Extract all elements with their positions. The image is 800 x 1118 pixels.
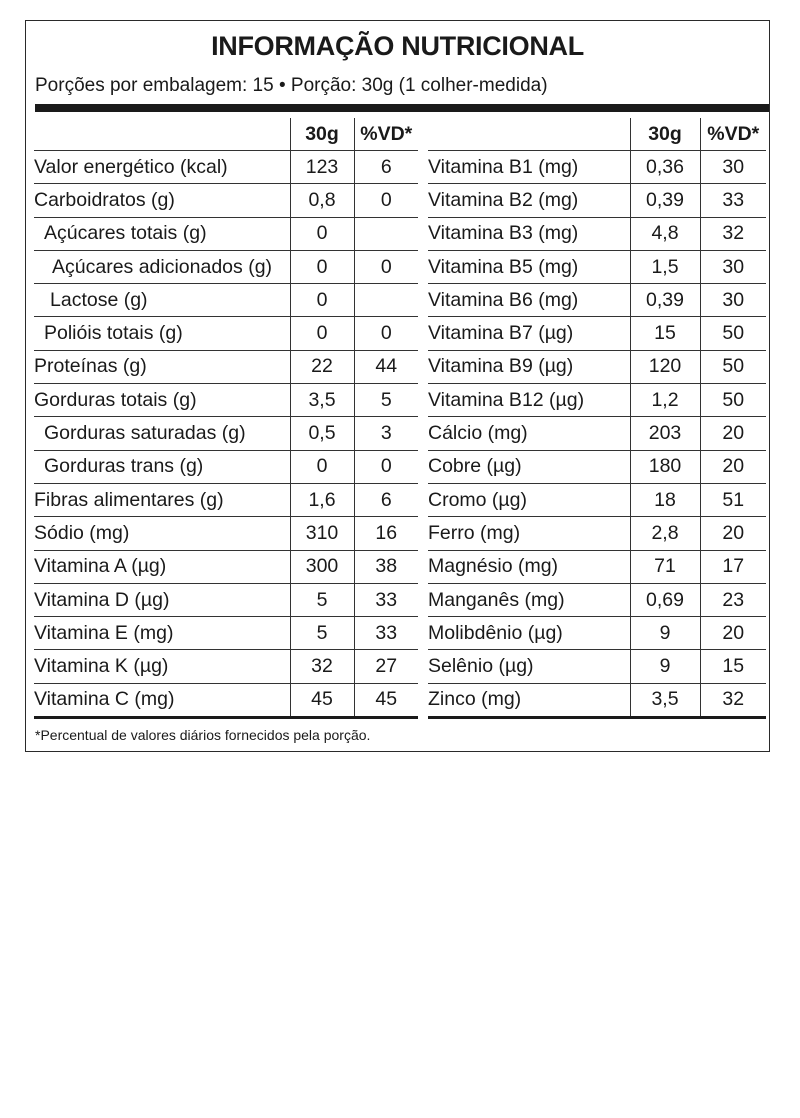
nutrient-label: Lactose (g) [34, 284, 290, 317]
nutrient-dv: 30 [700, 250, 766, 283]
nutrient-label: Vitamina C (mg) [34, 683, 290, 717]
nutrient-amount: 0,39 [630, 284, 700, 317]
nutrient-label: Valor energético (kcal) [34, 151, 290, 184]
nutrient-label: Vitamina B6 (mg) [428, 284, 630, 317]
nutrient-amount: 18 [630, 483, 700, 516]
nutrient-amount: 0 [290, 450, 354, 483]
nutrient-dv: 20 [700, 450, 766, 483]
table-row [34, 450, 418, 483]
table-row [428, 284, 766, 317]
header-divider [35, 104, 769, 112]
nutrient-label: Magnésio (mg) [428, 550, 630, 583]
nutrient-dv: 23 [700, 583, 766, 616]
nutrient-amount: 1,2 [630, 384, 700, 417]
nutrient-amount: 5 [290, 617, 354, 650]
nutrient-dv: 27 [354, 650, 418, 683]
table-row [428, 583, 766, 616]
table-row [34, 483, 418, 516]
nutrient-label: Vitamina B1 (mg) [428, 151, 630, 184]
nutrient-label: Polióis totais (g) [34, 317, 290, 350]
nutrient-dv: 33 [354, 583, 418, 616]
nutrition-table-left [34, 118, 418, 719]
nutrient-amount: 0 [290, 317, 354, 350]
table-row [34, 583, 418, 616]
nutrient-amount: 3,5 [630, 683, 700, 717]
nutrient-amount: 1,6 [290, 483, 354, 516]
nutrient-label: Vitamina K (µg) [34, 650, 290, 683]
nutrient-amount: 0,36 [630, 151, 700, 184]
table-row [34, 384, 418, 417]
nutrient-label: Vitamina B3 (mg) [428, 217, 630, 250]
nutrient-label: Sódio (mg) [34, 517, 290, 550]
nutrient-amount: 203 [630, 417, 700, 450]
table-row [428, 650, 766, 683]
nutrient-dv: 33 [354, 617, 418, 650]
nutrient-dv: 0 [354, 317, 418, 350]
table-row [34, 683, 418, 717]
nutrient-dv: 51 [700, 483, 766, 516]
nutrient-amount: 180 [630, 450, 700, 483]
nutrient-dv: 15 [700, 650, 766, 683]
header-dv: %VD* [700, 118, 766, 151]
table-row [428, 317, 766, 350]
header-portion: 30g [290, 118, 354, 151]
nutrient-dv: 20 [700, 617, 766, 650]
table-row [428, 151, 766, 184]
table-row [428, 417, 766, 450]
nutrition-facts-panel [25, 20, 770, 752]
table-header-row [34, 118, 418, 151]
nutrient-label: Vitamina B5 (mg) [428, 250, 630, 283]
nutrient-label: Gorduras saturadas (g) [34, 417, 290, 450]
nutrient-label: Ferro (mg) [428, 517, 630, 550]
nutrient-dv: 0 [354, 184, 418, 217]
nutrient-label: Açúcares totais (g) [34, 217, 290, 250]
table-row [428, 483, 766, 516]
nutrient-label: Cobre (µg) [428, 450, 630, 483]
header-portion: 30g [630, 118, 700, 151]
table-row [34, 617, 418, 650]
nutrient-dv: 0 [354, 450, 418, 483]
nutrient-amount: 123 [290, 151, 354, 184]
table-row [34, 184, 418, 217]
nutrient-label: Manganês (mg) [428, 583, 630, 616]
nutrient-label: Carboidratos (g) [34, 184, 290, 217]
header-label-cell [34, 118, 290, 151]
table-row [34, 284, 418, 317]
table-row [428, 350, 766, 383]
nutrient-amount: 4,8 [630, 217, 700, 250]
servings-info: Porções por embalagem: 15 • Porção: 30g (1 colher-medida) [35, 75, 548, 96]
nutrient-dv: 50 [700, 317, 766, 350]
nutrient-dv: 17 [700, 550, 766, 583]
nutrient-dv [354, 284, 418, 317]
nutrient-amount: 310 [290, 517, 354, 550]
nutrient-label: Fibras alimentares (g) [34, 483, 290, 516]
nutrient-dv: 30 [700, 284, 766, 317]
nutrient-label: Vitamina B2 (mg) [428, 184, 630, 217]
nutrient-amount: 0 [290, 250, 354, 283]
nutrient-label: Proteínas (g) [34, 350, 290, 383]
nutrient-dv: 20 [700, 417, 766, 450]
nutrient-label: Vitamina D (µg) [34, 583, 290, 616]
nutrient-amount: 0,39 [630, 184, 700, 217]
nutrient-label: Zinco (mg) [428, 683, 630, 717]
nutrient-dv: 20 [700, 517, 766, 550]
nutrient-amount: 0,5 [290, 417, 354, 450]
nutrient-amount: 9 [630, 650, 700, 683]
table-row [34, 250, 418, 283]
table-row [34, 650, 418, 683]
header-label-cell [428, 118, 630, 151]
footnote: *Percentual de valores diários fornecidos pela porção. [35, 727, 371, 743]
nutrient-amount: 9 [630, 617, 700, 650]
nutrient-dv: 44 [354, 350, 418, 383]
table-row [428, 517, 766, 550]
nutrient-label: Gorduras totais (g) [34, 384, 290, 417]
nutrient-amount: 32 [290, 650, 354, 683]
nutrient-label: Vitamina B7 (µg) [428, 317, 630, 350]
nutrient-dv [354, 217, 418, 250]
nutrient-dv: 50 [700, 350, 766, 383]
nutrient-amount: 0,69 [630, 583, 700, 616]
nutrient-label: Vitamina B9 (µg) [428, 350, 630, 383]
nutrient-label: Açúcares adicionados (g) [34, 250, 290, 283]
table-row [34, 317, 418, 350]
nutrient-label: Cálcio (mg) [428, 417, 630, 450]
nutrient-dv: 0 [354, 250, 418, 283]
table-row [34, 517, 418, 550]
table-row [34, 217, 418, 250]
nutrient-label: Cromo (µg) [428, 483, 630, 516]
nutrient-amount: 5 [290, 583, 354, 616]
table-row [428, 217, 766, 250]
table-row [428, 184, 766, 217]
nutrient-dv: 6 [354, 151, 418, 184]
nutrient-amount: 1,5 [630, 250, 700, 283]
nutrient-label: Vitamina B12 (µg) [428, 384, 630, 417]
table-row [428, 450, 766, 483]
nutrient-dv: 3 [354, 417, 418, 450]
nutrient-amount: 0 [290, 217, 354, 250]
nutrient-label: Molibdênio (µg) [428, 617, 630, 650]
nutrient-dv: 38 [354, 550, 418, 583]
nutrient-amount: 2,8 [630, 517, 700, 550]
table-row [34, 151, 418, 184]
nutrient-dv: 16 [354, 517, 418, 550]
nutrient-dv: 30 [700, 151, 766, 184]
nutrient-amount: 120 [630, 350, 700, 383]
table-row [428, 683, 766, 717]
table-header-row [428, 118, 766, 151]
nutrient-amount: 0,8 [290, 184, 354, 217]
nutrient-dv: 32 [700, 217, 766, 250]
nutrient-dv: 5 [354, 384, 418, 417]
nutrient-dv: 45 [354, 683, 418, 717]
nutrient-label: Selênio (µg) [428, 650, 630, 683]
nutrient-amount: 0 [290, 284, 354, 317]
table-row [34, 350, 418, 383]
nutrient-label: Vitamina E (mg) [34, 617, 290, 650]
nutrient-amount: 15 [630, 317, 700, 350]
table-row [34, 550, 418, 583]
nutrient-amount: 300 [290, 550, 354, 583]
nutrition-table-right [428, 118, 766, 719]
nutrient-dv: 32 [700, 683, 766, 717]
nutrient-amount: 71 [630, 550, 700, 583]
nutrient-dv: 33 [700, 184, 766, 217]
nutrient-label: Vitamina A (µg) [34, 550, 290, 583]
nutrient-dv: 6 [354, 483, 418, 516]
header-dv: %VD* [354, 118, 418, 151]
nutrient-amount: 3,5 [290, 384, 354, 417]
panel-title: INFORMAÇÃO NUTRICIONAL [211, 31, 584, 61]
nutrient-amount: 22 [290, 350, 354, 383]
table-row [34, 417, 418, 450]
table-row [428, 250, 766, 283]
nutrient-amount: 45 [290, 683, 354, 717]
table-row [428, 550, 766, 583]
table-row [428, 384, 766, 417]
nutrient-label: Gorduras trans (g) [34, 450, 290, 483]
table-row [428, 617, 766, 650]
nutrient-dv: 50 [700, 384, 766, 417]
